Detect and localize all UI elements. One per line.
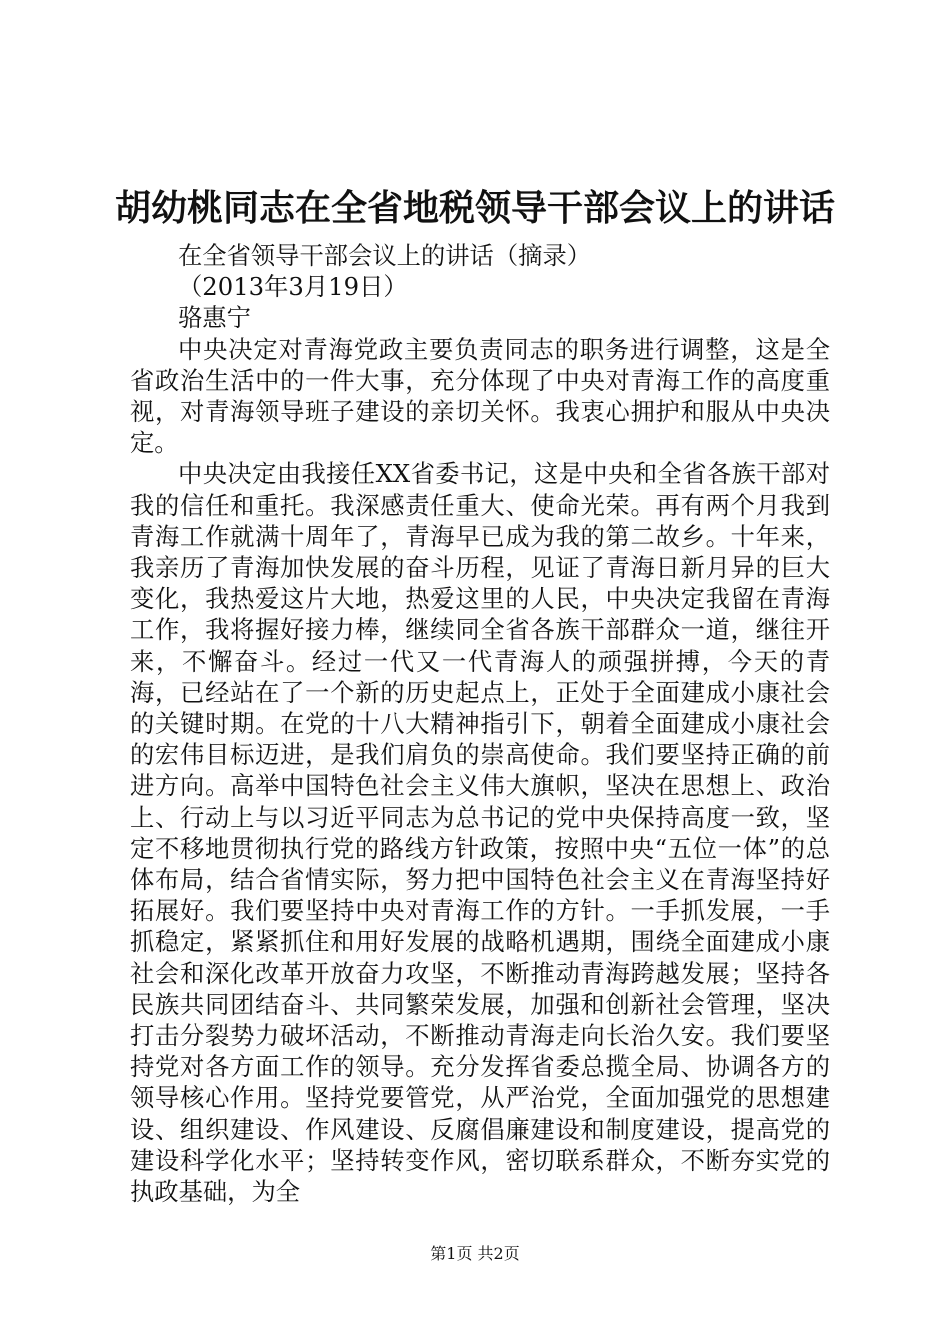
document-author: 骆惠宁: [178, 303, 251, 333]
page-number: 第1页 共2页: [430, 1244, 520, 1263]
paragraph: 中央决定对青海党政主要负责同志的职务进行调整，这是全省政治生活中的一件大事，充分体现了中央对青海工作的高度重视，对青海领导班子建设的亲切关怀。我衷心拥护和服从中央决定。: [130, 334, 830, 458]
paragraph: 中央决定由我接任XX省委书记，这是中央和全省各族干部对我的信任和重托。我深感责任重大、使命光荣。再有两个月我到青海工作就满十周年了，青海早已成为我的第二故乡。十年来，我亲历了青海加快发展的奋斗历程，见证了青海日新月异的巨大变化，我热爱这片大地，热爱这里的人民，中央决定我留在青海工作，我将握好接力棒，继续同全省各族干部群众一道，继往开来，不懈奋斗。经过一代又一代青海人的顽强拼搏，今天的青海，已经站在了一个新的历史起点上，正处于全面建成小康社会的关键时期。在党的十八大精神指引下，朝着全面建成小康社会的宏伟目标迈进，是我们肩负的崇高使命。我们要坚持正确的前进方向。高举中国特色社会主义伟大旗帜，坚决在思想上、政治上、行动上与以习近平同志为总书记的党中央保持高度一致，坚定不移地贯彻执行党的路线方针政策，按照中央“五位一体”的总体布局，结合省情实际，努力把中国特色社会主义在青海坚持好拓展好。我们要坚持中央对青海工作的方针。一手抓发展，一手抓稳定，紧紧抓住和用好发展的战略机遇期，围绕全面建成小康社会和深化改革开放奋力攻坚，不断推动青海跨越发展；坚持各民族共同团结奋斗、共同繁荣发展，加强和创新社会管理，坚决打击分裂势力破坏活动，不断推动青海走向长治久安。我们要坚持党对各方面工作的领导。充分发挥省委总揽全局、协调各方的领导核心作用。坚持党要管党，从严治党，全面加强党的思想建设、组织建设、作风建设、反腐倡廉建设和制度建设，提高党的建设科学化水平；坚持转变作风，密切联系群众，不断夯实党的执政基础，为全: [130, 459, 830, 1207]
document-body: [130, 240, 830, 1207]
document-title: 胡幼桃同志在全省地税领导干部会议上的讲话: [114, 187, 835, 229]
document-subtitle: 在全省领导干部会议上的讲话（摘录）: [178, 241, 592, 270]
document-date: （2013年3月19日）: [178, 272, 408, 302]
